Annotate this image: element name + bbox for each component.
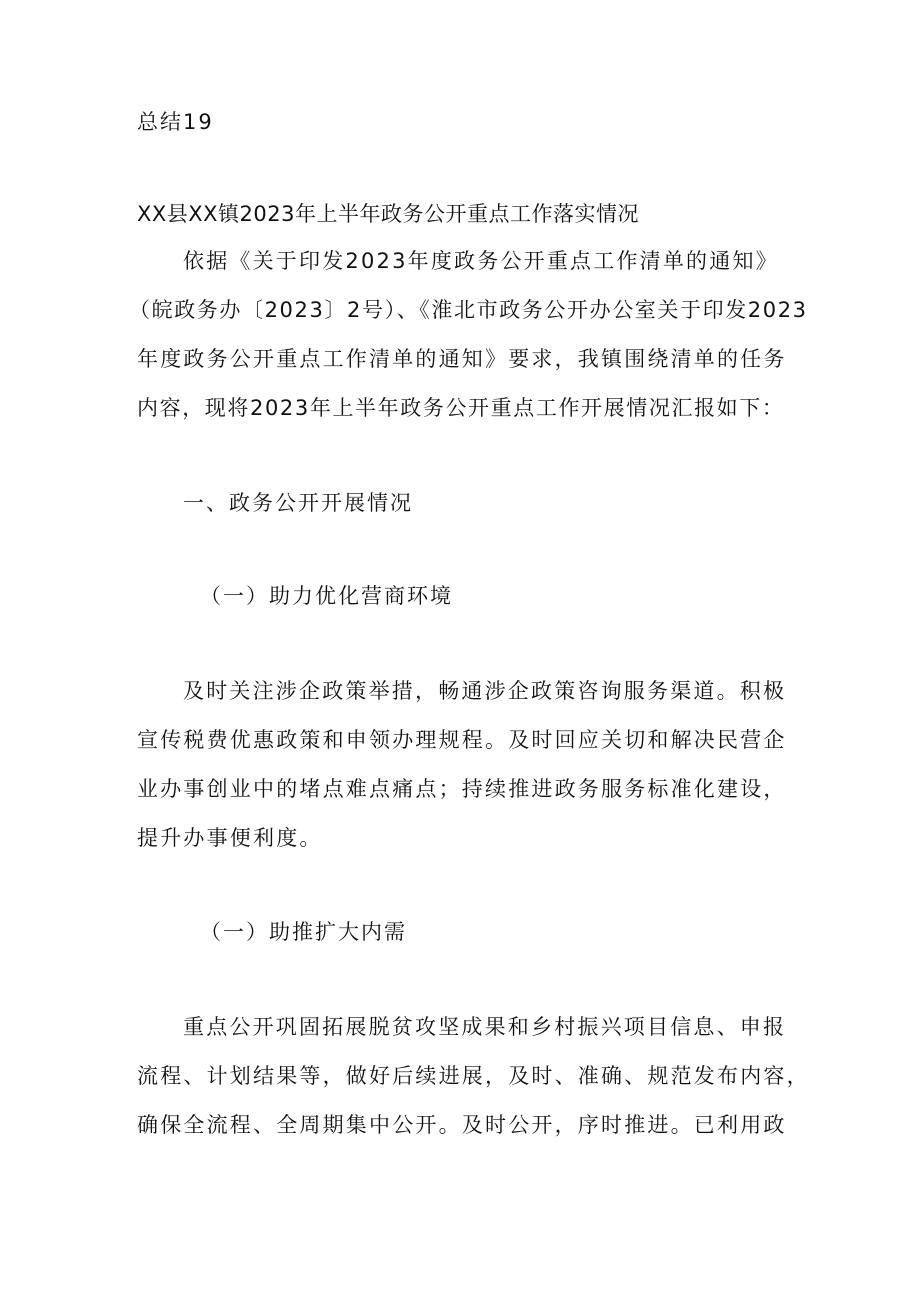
intro-line-2: （皖政务办〔2023〕2号）、《淮北市政务公开办公室关于印发2023: [129, 298, 808, 322]
subsection1-line-2: 宣传税费优惠政策和申领办理规程。及时回应关切和解决民营企: [137, 728, 787, 752]
intro-line-1: 依据《关于印发2023年度政务公开重点工作清单的通知》: [183, 249, 779, 273]
intro-line-4: 内容，现将2023年上半年政务公开重点工作开展情况汇报如下：: [137, 396, 785, 420]
intro-line-3: 年度政务公开重点工作清单的通知》要求，我镇围绕清单的任务: [137, 347, 787, 371]
subsection1-heading: （一）助力优化营商环境: [200, 584, 453, 608]
subsection2-line-1: 重点公开巩固拓展脱贫攻坚成果和乡村振兴项目信息、申报: [183, 1015, 787, 1039]
section1-heading: 一、政务公开开展情况: [183, 491, 413, 515]
subsection1-line-3: 业办事创业中的堵点难点痛点；持续推进政务服务标准化建设，: [137, 777, 787, 801]
document-title: XX县XX镇2023年上半年政务公开重点工作落实情况: [137, 202, 639, 226]
document-header: 总结19: [137, 110, 214, 134]
subsection2-line-2: 流程、计划结果等，做好后续进展，及时、准确、规范发布内容，: [137, 1064, 810, 1088]
subsection1-line-4: 提升办事便利度。: [137, 826, 323, 850]
subsection2-heading: （一）助推扩大内需: [200, 920, 407, 944]
subsection1-line-1: 及时关注涉企政策举措，畅通涉企政策咨询服务渠道。积极: [183, 679, 787, 703]
subsection2-line-3: 确保全流程、全周期集中公开。及时公开，序时推进。已利用政: [137, 1113, 787, 1137]
